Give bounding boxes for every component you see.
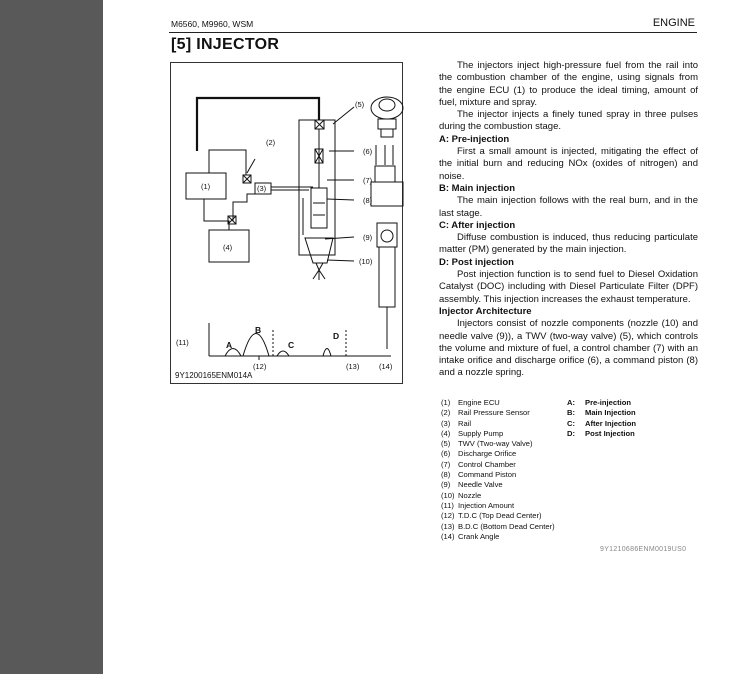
injection-graph [209,323,391,360]
callout-14: (14) [379,362,393,371]
intro-paragraph-1: The injectors inject high-pressure fuel from the rail into the combustion chamber of the engine, using signals from the engine ECU (1) to produce the ideal timing, amount of fuel, mixture and spray. [439,60,698,108]
pre-injection-heading: A: Pre-injection [439,133,510,145]
callout-12: (12) [253,362,267,371]
architecture-heading: Injector Architecture [439,305,532,317]
figure-id: 9Y1200165ENM014A [175,371,253,380]
legend-item: (10) Nozzle [441,490,482,500]
post-injection-heading: D: Post injection [439,256,514,268]
legend-item: (11) Injection Amount [441,500,515,510]
legend-item: (6) Discharge Orifice [441,449,517,459]
injector-figure [170,62,403,384]
graph-letter-d: D [333,331,340,341]
callout-8: (8) [363,196,373,205]
header-rule [169,32,697,33]
legend-key: C: After Injection [567,418,637,428]
architecture-text: Injectors consist of nozzle components (nozzle (10) and needle valve (9)), a TWV (two-way valve) (5), which controls the volume and mixture of fuel, a control chamber (7) with an intake orifice and discharge orifice (6), a command piston (8) and a nozzle spring. [439,318,698,379]
graph-letter-a: A [226,340,233,350]
callout-2: (2) [266,138,276,147]
body-text [439,60,698,380]
callout-13: (13) [346,362,360,371]
manual-page [103,0,731,674]
legend-item: (3) Rail [441,418,472,428]
footer-id: 9Y1210686ENM0019US0 [600,546,687,553]
header-models: M6560, M9960, WSM [171,19,254,29]
legend-key: D: Post Injection [567,428,635,438]
legend-item: (5) TWV (Two-way Valve) [441,439,533,449]
legend-item: (2) Rail Pressure Sensor [441,408,530,418]
legend-key: B: Main Injection [567,408,636,418]
callout-7: (7) [363,176,373,185]
callout-6: (6) [363,147,373,156]
callout-1: (1) [201,182,211,191]
callout-9: (9) [363,233,373,242]
callout-11: (11) [176,338,189,347]
legend-item: (7) Control Chamber [441,459,516,469]
legend-items [441,398,571,542]
page-title: [5] INJECTOR [171,36,280,53]
viewer-sidebar [0,0,103,674]
callout-5: (5) [355,100,365,109]
legend-item: (12) T.D.C (Top Dead Center) [441,511,542,521]
callout-10: (10) [359,257,373,266]
intro-paragraph-2: The injector injects a finely tuned spray in three pulses during the combustion stage. [439,109,698,133]
injector-illustration [371,97,403,349]
legend-item: (4) Supply Pump [441,428,504,438]
legend-item: (8) Command Piston [441,470,517,480]
legend-item: (9) Needle Valve [441,480,503,490]
legend-item: (13) B.D.C (Bottom Dead Center) [441,521,555,531]
header-section: ENGINE [652,17,695,29]
injector-diagram [171,63,404,385]
legend-item: (14) Crank Angle [441,531,500,541]
legend-item: (1) Engine ECU [441,398,500,407]
graph-letter-c: C [288,340,295,350]
graph-letter-b: B [255,325,262,335]
legend-key: A: Pre-injection [567,398,631,407]
main-injection-heading: B: Main injection [439,182,515,194]
after-injection-heading: C: After injection [439,219,516,231]
legend-keys [567,398,697,439]
callout-3: (3) [257,184,267,193]
callout-4: (4) [223,243,233,252]
main-injection-text: The main injection follows with the real burn, and in the last stage. [439,195,698,219]
after-injection-text: Diffuse combustion is induced, thus reducing particulate matter (PM) generated by the main injection. [439,232,698,256]
post-injection-text: Post injection function is to send fuel to Diesel Oxidation Catalyst (DOC) including with Diesel Particulate Filter (DPF) assembly. This injection increases the exhaust temperature. [439,269,698,305]
pre-injection-text: First a small amount is injected, mitigating the effect of the initial burn and reducing NOx (oxides of nitrogen) and noise. [439,146,698,182]
